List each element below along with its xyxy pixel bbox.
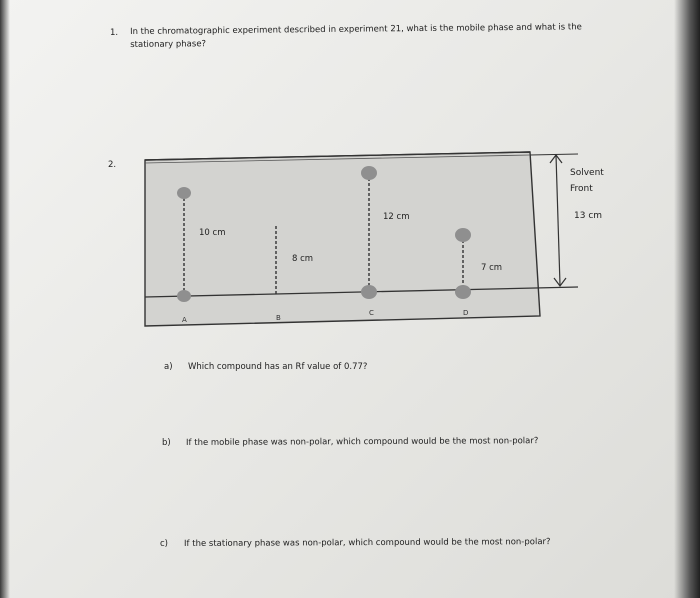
lane-d-distance-label: 7 cm bbox=[481, 263, 503, 273]
question-1-number: 1. bbox=[110, 28, 119, 38]
question-2-number: 2. bbox=[108, 160, 117, 170]
lane-a-spot bbox=[177, 187, 191, 199]
lane-a-distance-label: 10 cm bbox=[199, 228, 226, 238]
total-distance-arrow bbox=[556, 155, 560, 285]
total-distance-label: 13 cm bbox=[574, 211, 603, 221]
lane-d-label: D bbox=[463, 309, 469, 317]
question-2c-letter: c) bbox=[160, 539, 168, 549]
question-2b-letter: b) bbox=[162, 438, 171, 448]
lane-b-distance-label: 8 cm bbox=[292, 254, 314, 264]
question-2c-text: If the stationary phase was non-polar, which compound would be the most non-polar? bbox=[184, 537, 551, 549]
question-2a-text: Which compound has an Rf value of 0.77? bbox=[188, 362, 368, 372]
solvent-front-label-line-2: Front bbox=[570, 184, 593, 194]
lane-d-origin-spot bbox=[455, 285, 471, 299]
question-2a-letter: a) bbox=[164, 362, 173, 372]
lane-a-origin-spot bbox=[177, 290, 191, 302]
tlc-plate bbox=[145, 152, 540, 326]
lane-c-spot bbox=[361, 166, 377, 180]
lane-c-distance-label: 12 cm bbox=[383, 212, 410, 222]
question-1-line-1: In the chromatographic experiment described in experiment 21, what is the mobile phase and what is the bbox=[130, 22, 582, 37]
lane-c-label: C bbox=[369, 309, 374, 317]
lane-d-spot bbox=[455, 228, 471, 242]
lane-c-origin-spot bbox=[361, 285, 377, 299]
lane-a-label: A bbox=[182, 316, 187, 324]
question-1-line-2: stationary phase? bbox=[130, 39, 207, 50]
solvent-front-label-line-1: Solvent bbox=[570, 168, 604, 178]
question-2b-text: If the mobile phase was non-polar, which compound would be the most non-polar? bbox=[186, 436, 539, 448]
solvent-front-extension bbox=[530, 154, 578, 155]
lane-b-label: B bbox=[276, 314, 281, 322]
solvent-front-label bbox=[570, 165, 604, 197]
